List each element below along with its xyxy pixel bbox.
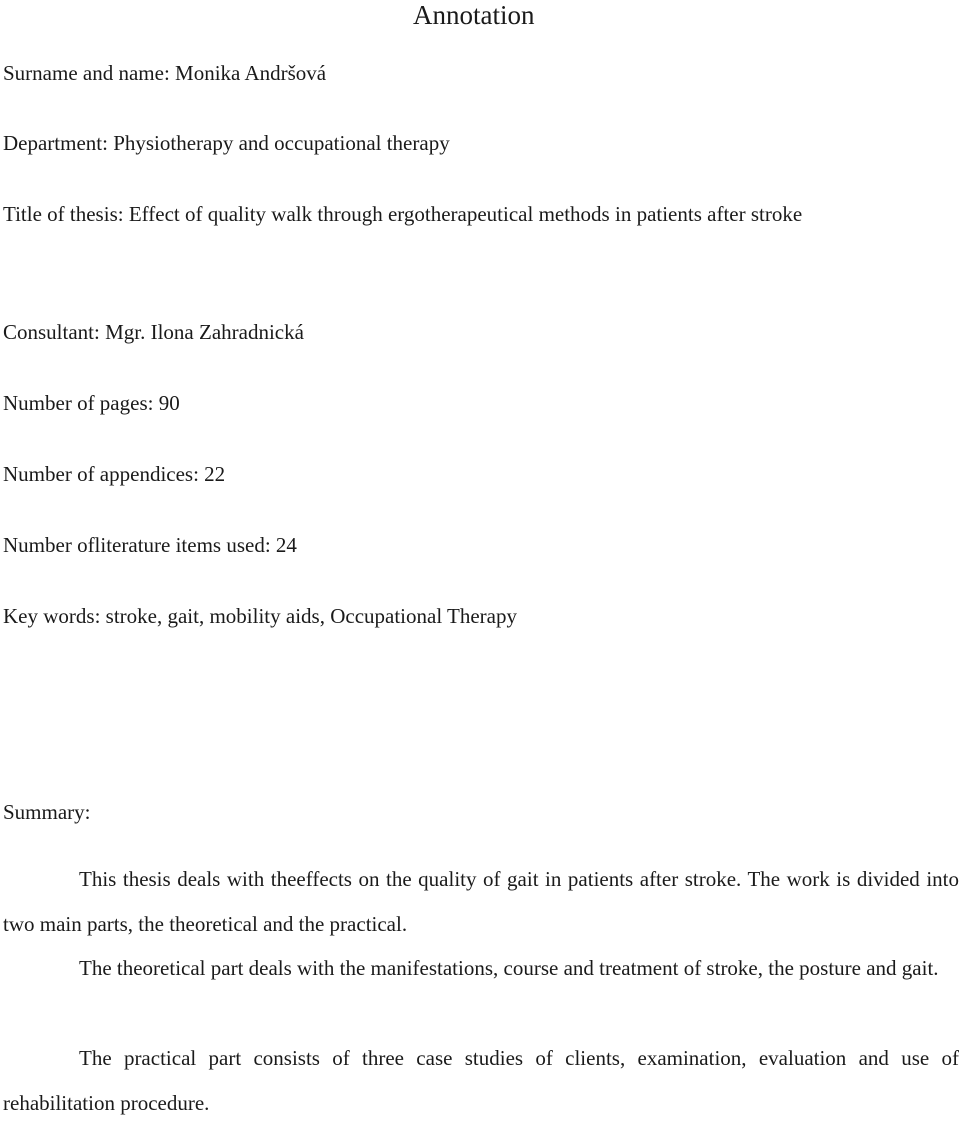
field-literature: Number ofliterature items used: 24 <box>3 533 297 557</box>
page-title: Annotation <box>413 0 535 30</box>
summary-paragraph-1: This thesis deals with theeffects on the quality of gait in patients after stroke. The work is divided into two main parts, the theoretical and the practical. <box>3 867 959 936</box>
summary-paragraph-3: The practical part consists of three case studies of clients, examination, evaluation and use of rehabilitation procedure. <box>3 1046 959 1115</box>
field-consultant: Consultant: Mgr. Ilona Zahradnická <box>3 320 304 344</box>
field-name: Surname and name: Monika Andršová <box>3 61 327 85</box>
field-appendices: Number of appendices: 22 <box>3 462 226 486</box>
field-keywords: Key words: stroke, gait, mobility aids, Occupational Therapy <box>3 604 517 628</box>
field-department: Department: Physiotherapy and occupational therapy <box>3 131 450 155</box>
field-thesis-title: Title of thesis: Effect of quality walk through ergotherapeutical methods in patients after stroke <box>3 202 803 226</box>
summary-label: Summary: <box>3 800 91 824</box>
summary-paragraph-2: The theoretical part deals with the manifestations, course and treatment of stroke, the posture and gait. <box>79 956 939 980</box>
field-pages: Number of pages: 90 <box>3 391 180 415</box>
